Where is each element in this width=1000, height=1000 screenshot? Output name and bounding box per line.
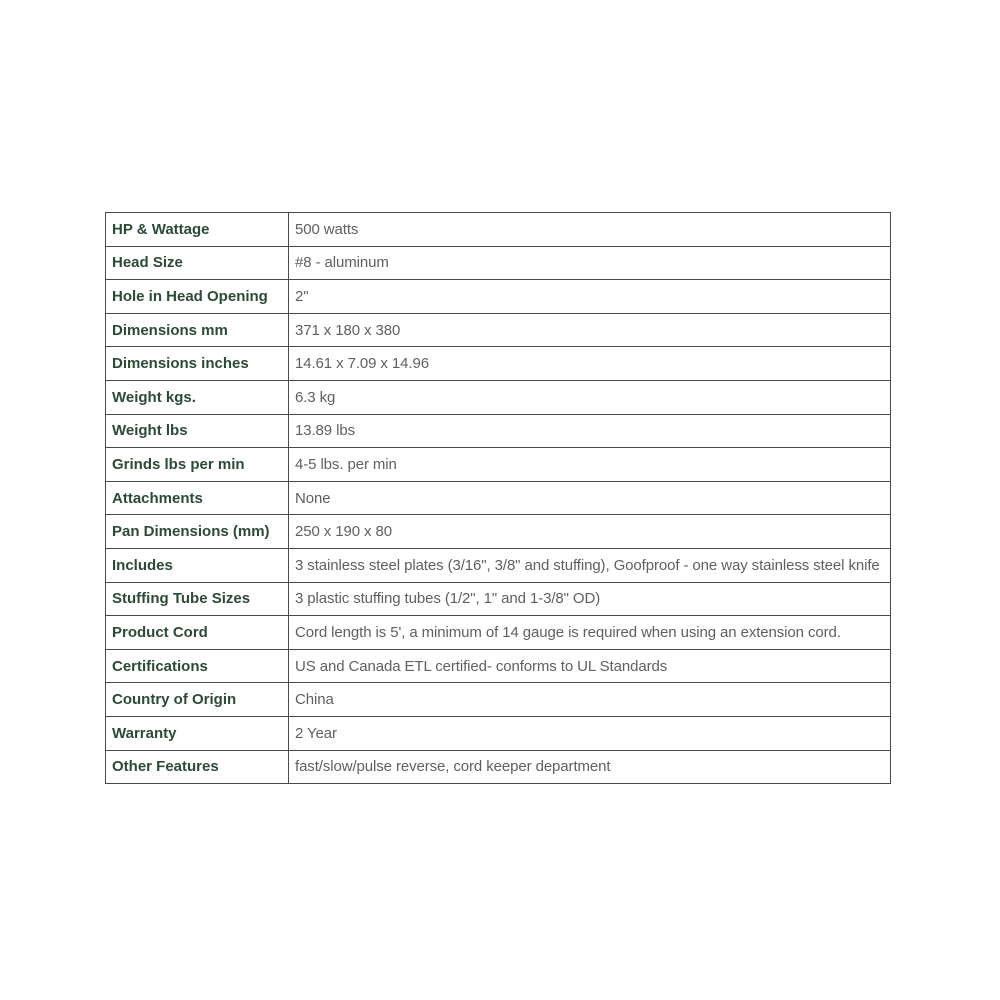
table-row bbox=[106, 616, 891, 650]
spec-value: China bbox=[289, 683, 891, 717]
spec-label: Attachments bbox=[106, 481, 289, 515]
spec-value: fast/slow/pulse reverse, cord keeper department bbox=[289, 750, 891, 784]
spec-label: Dimensions mm bbox=[106, 313, 289, 347]
spec-label: Weight kgs. bbox=[106, 380, 289, 414]
table-row bbox=[106, 280, 891, 314]
table-row bbox=[106, 515, 891, 549]
spec-value: 2" bbox=[289, 280, 891, 314]
spec-value: None bbox=[289, 481, 891, 515]
spec-label: Pan Dimensions (mm) bbox=[106, 515, 289, 549]
spec-label: Dimensions inches bbox=[106, 347, 289, 381]
table-row bbox=[106, 448, 891, 482]
spec-label: HP & Wattage bbox=[106, 213, 289, 247]
table-row bbox=[106, 716, 891, 750]
spec-label: Hole in Head Opening bbox=[106, 280, 289, 314]
spec-value: 3 stainless steel plates (3/16", 3/8" and stuffing), Goofproof - one way stainless steel knife bbox=[289, 548, 891, 582]
spec-value: 4-5 lbs. per min bbox=[289, 448, 891, 482]
spec-label: Certifications bbox=[106, 649, 289, 683]
spec-value: 371 x 180 x 380 bbox=[289, 313, 891, 347]
spec-table-body bbox=[106, 213, 891, 784]
spec-value: 3 plastic stuffing tubes (1/2", 1" and 1-3/8" OD) bbox=[289, 582, 891, 616]
table-row bbox=[106, 313, 891, 347]
table-row bbox=[106, 246, 891, 280]
spec-label: Grinds lbs per min bbox=[106, 448, 289, 482]
spec-label: Product Cord bbox=[106, 616, 289, 650]
spec-value: #8 - aluminum bbox=[289, 246, 891, 280]
table-row bbox=[106, 683, 891, 717]
spec-label: Other Features bbox=[106, 750, 289, 784]
spec-value: 14.61 x 7.09 x 14.96 bbox=[289, 347, 891, 381]
table-row bbox=[106, 347, 891, 381]
table-row bbox=[106, 380, 891, 414]
table-row bbox=[106, 649, 891, 683]
spec-value: 500 watts bbox=[289, 213, 891, 247]
table-row bbox=[106, 582, 891, 616]
table-row bbox=[106, 414, 891, 448]
spec-value: 250 x 190 x 80 bbox=[289, 515, 891, 549]
table-row bbox=[106, 213, 891, 247]
spec-label: Head Size bbox=[106, 246, 289, 280]
spec-label: Country of Origin bbox=[106, 683, 289, 717]
spec-table bbox=[105, 212, 891, 784]
spec-value: 6.3 kg bbox=[289, 380, 891, 414]
spec-value: US and Canada ETL certified- conforms to UL Standards bbox=[289, 649, 891, 683]
spec-label: Includes bbox=[106, 548, 289, 582]
spec-value: 2 Year bbox=[289, 716, 891, 750]
spec-label: Warranty bbox=[106, 716, 289, 750]
table-row bbox=[106, 548, 891, 582]
spec-value: 13.89 lbs bbox=[289, 414, 891, 448]
spec-value: Cord length is 5', a minimum of 14 gauge is required when using an extension cord. bbox=[289, 616, 891, 650]
spec-label: Weight lbs bbox=[106, 414, 289, 448]
table-row bbox=[106, 750, 891, 784]
table-row bbox=[106, 481, 891, 515]
spec-label: Stuffing Tube Sizes bbox=[106, 582, 289, 616]
